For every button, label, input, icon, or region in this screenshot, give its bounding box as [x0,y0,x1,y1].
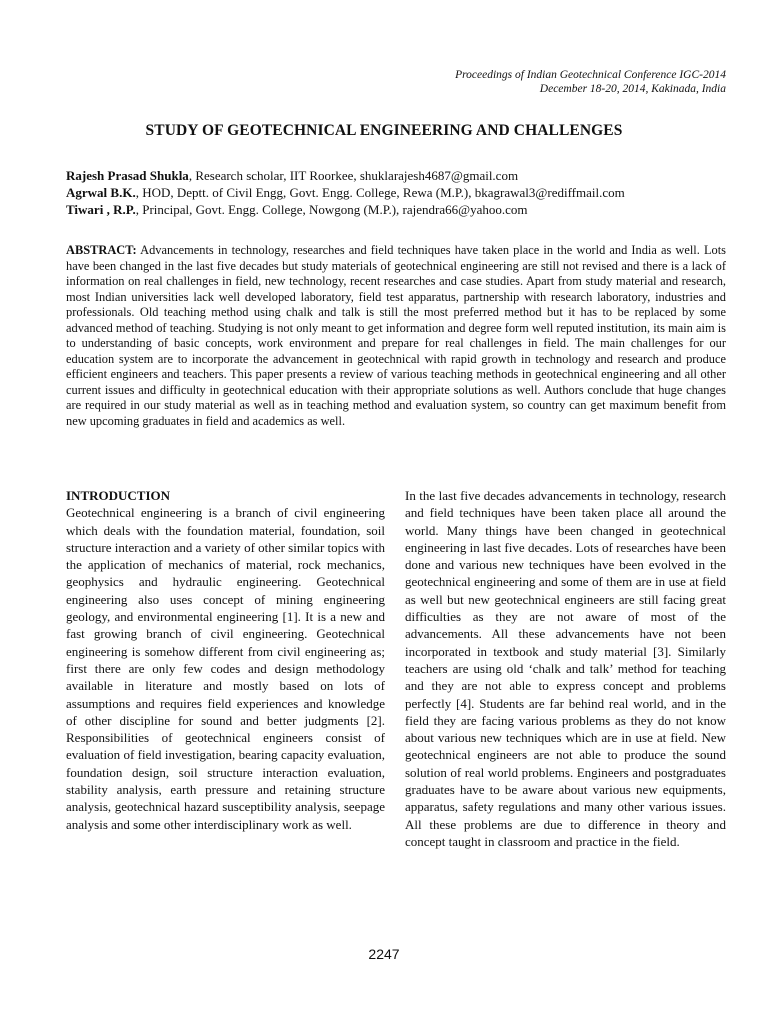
abstract [66,243,726,430]
author-line [66,167,726,184]
author-line [66,184,726,201]
author-name: Agrwal B.K. [66,185,136,200]
conference-name: Proceedings of Indian Geotechnical Conference IGC-2014 [455,69,726,81]
author-name: Tiwari , R.P. [66,202,136,217]
author-details: , HOD, Deptt. of Civil Engg, Govt. Engg. College, Rewa (M.P.), bkagrawal3@rediffmail.com [135,185,625,200]
author-details: , Research scholar, IIT Roorkee, shuklarajesh4687@gmail.com [188,168,519,183]
author-list [66,167,726,218]
left-column [66,487,385,833]
author-details: , Principal, Govt. Engg. College, Nowgong (M.P.), rajendra66@yahoo.com [135,202,528,217]
abstract-label: ABSTRACT: [66,243,137,257]
introduction-paragraph-right: In the last five decades advancements in technology, research and field techniques have been taken place all around the world. Many things have been changed in geotechnical engineering in last five decades. Lots of researches have been done and various new techniques have been evolved in the geotechnical engineering and some of them are in use at field as well but new geotechnical engineers are still facing great difficulties as they are not aware of most of the advancements. All these advancements have not been incorporated in textbook and study material [3]. Similarly teachers are using old ‘chalk and talk’ method for teaching and they are not able to express concept and problems perfectly [4]. Students are far behind real world, and in the field they are facing various problems as they do not know about various new techniques which are in use at field. New geotechnical engineers are not able to produce the sound solution of real world problems. Engineers and postgraduates graduates have to be aware about various new equipments, apparatus, safety regulations and many other various issues. All these problems are due to difference in theory and concept taught in classroom and practice in the field. [405,488,726,849]
right-column [405,487,726,850]
author-line [66,201,726,218]
page-number: 2247 [368,946,400,962]
conference-header [286,68,726,96]
conference-date-location: December 18-20, 2014, Kakinada, India [539,83,726,95]
abstract-text: Advancements in technology, researches and field techniques have taken place in the world and India as well. Lots have been changed in the last five decades but study materials of geotechnical engineering are still not revised and there is a lack of information on real challenges in field, new technology, recent researches and case studies. Apart from study material and research, most Indian universities lack well developed laboratory, field test apparatus, partnership with research laboratory, industries and professionals. Old teaching method using chalk and talk is still the most preferred method but it has to be replaced by some advanced method of teaching. Studying is not only meant to get information and degree form well reputed institution, its main aim is to understanding of basic concepts, work environment and prepare for real challenges in field. The main challenges for our education system are to incorporate the advancement in geotechnical with rapid growth in technology and research and produce efficient engineers and teachers. This paper presents a review of various teaching methods in geotechnical engineering and all other current issues and difficulty in geotechnical education with their appropriate solutions as well. Authors conclude that huge changes are required in our study material as well as in teaching method and evaluation system, so country can get maximum benefit from new upcoming graduates in field and academics as well. [66,243,726,429]
author-name: Rajesh Prasad Shukla [66,168,189,183]
introduction-paragraph-left: Geotechnical engineering is a branch of civil engineering which deals with the foundation material, foundation, soil structure interaction and a variety of other similar topics with the application of mechanics of material, rock mechanics, geophysics and hydraulic engineering. Geotechnical engineering also uses concept of mining engineering geology, and environmental engineering [1]. It is a new and fast growing branch of civil engineering. Geotechnical engineering is somehow different from civil engineering as; first there are only few codes and design methodology available in literature and mostly based on lots of assumptions and requires field experiences and knowledge of other discipline for sound and better judgments [2]. Responsibilities of geotechnical engineers consist of evaluation of field investigation, bearing capacity evaluation, foundation design, soil structure interaction evaluation, stability analysis, earth pressure and retaining structure analysis, geotechnical hazard susceptibility analysis, seepage analysis and some other interdisciplinary work as well. [66,505,385,832]
paper-title: STUDY OF GEOTECHNICAL ENGINEERING AND CHALLENGES [145,122,623,139]
section-heading-introduction: INTRODUCTION [66,488,171,503]
